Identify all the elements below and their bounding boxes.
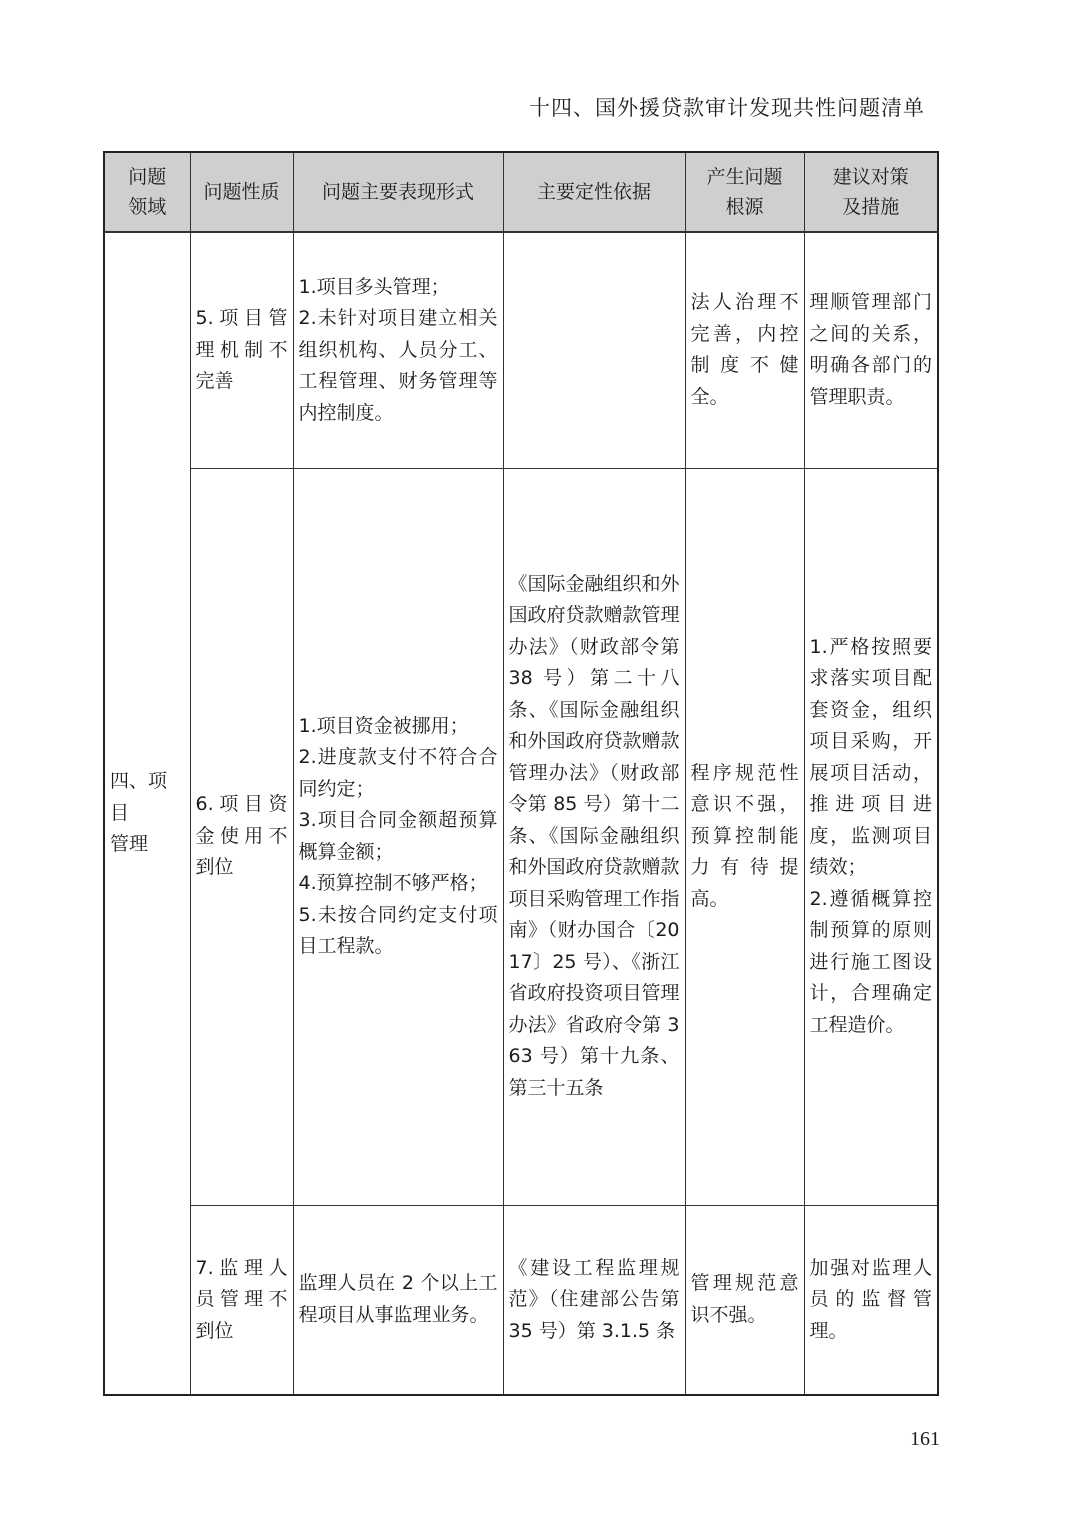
nature-cell: 6.项目资金使用不到位 [190,468,293,1205]
suggestions-cell: 加强对监理人员的监督管理。 [804,1205,938,1395]
table-row [104,1205,938,1395]
suggestions-cell: 理顺管理部门之间的关系，明确各部门的管理职责。 [804,232,938,468]
column-header-root-cause: 产生问题 根源 [685,152,804,232]
manifestations-cell: 1.项目资金被挪用； 2.进度款支付不符合合同约定； 3.项目合同金额超预算概算金额； 4.预算控制不够严格； 5.未按合同约定支付项目工程款。 [293,468,503,1205]
audit-issues-table [103,151,939,1396]
column-header-basis: 主要定性依据 [503,152,685,232]
column-header-suggestions: 建议对策 及措施 [804,152,938,232]
column-header-domain: 问题 领域 [104,152,190,232]
running-head-title: 十四、国外援贷款审计发现共性问题清单 [529,96,925,120]
basis-cell [503,232,685,468]
page-number: 161 [910,1428,940,1450]
basis-cell: 《建设工程监理规范》（住建部公告第 35 号）第 3.1.5 条 [503,1205,685,1395]
manifestations-cell: 监理人员在 2 个以上工程项目从事监理业务。 [293,1205,503,1395]
column-header-manifestations: 问题主要表现形式 [293,152,503,232]
domain-cell: 四、项目 管理 [104,232,190,1395]
root-cause-cell: 法人治理不完善，内控制度不健全。 [685,232,804,468]
nature-cell: 7.监理人员管理不到位 [190,1205,293,1395]
root-cause-cell: 程序规范性意识不强，预算控制能力有待提高。 [685,468,804,1205]
table-header-row [104,152,938,232]
table-row [104,468,938,1205]
manifestations-cell: 1.项目多头管理； 2.未针对项目建立相关组织机构、人员分工、工程管理、财务管理等内控制度。 [293,232,503,468]
suggestions-cell: 1.严格按照要求落实项目配套资金，组织项目采购，开展项目活动，推进项目进度，监测项目绩效； 2.遵循概算控制预算的原则进行施工图设计，合理确定工程造价。 [804,468,938,1205]
basis-cell: 《国际金融组织和外国政府贷款赠款管理办法》（财政部令第 38 号）第二十八条、《国际金融组织和外国政府贷款赠款管理办法》（财政部令第 85 号）第十二条、《国际金融组织和外国政府贷款赠款项目采购管理工作指南》（财办国合〔2017〕25 号）、《浙江省政府投资项目管理办法》省政府令第 363 号）第十九条、第三十五条 [503,468,685,1205]
table-row [104,232,938,468]
nature-cell: 5.项目管理机制不完善 [190,232,293,468]
root-cause-cell: 管理规范意识不强。 [685,1205,804,1395]
column-header-nature: 问题性质 [190,152,293,232]
